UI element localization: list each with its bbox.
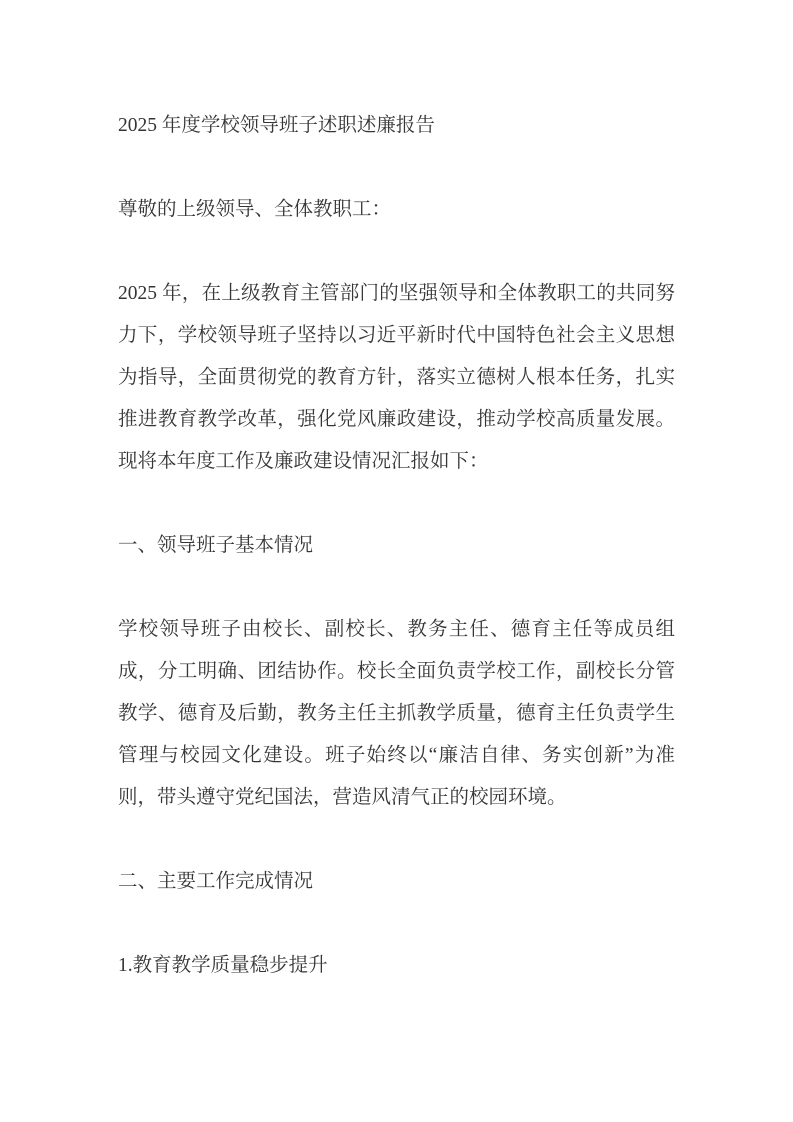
section-1-heading: 一、领导班子基本情况 [118,535,314,556]
section-2-heading: 二、主要工作完成情况 [118,871,314,892]
salutation-line: 尊敬的上级领导、全体教职工： [118,199,392,220]
section-1-paragraph: 学校领导班子由校长、副校长、教务主任、德育主任等成员组成，分工明确、团结协作。校长全面负责学校工作，副校长分管教学、德育及后勤，教务主任主抓教学质量，德育主任负责学生管理与校园文化建设。班子始终以“廉洁自律、务实创新”为准则，带头遵守党纪国法，营造风清气正的校园环境。 [118,619,675,808]
document-title: 2025 年度学校领导班子述职述廉报告 [118,115,435,136]
section-2-item-1-heading: 1.教育教学质量稳步提升 [118,955,328,976]
intro-paragraph: 2025 年，在上级教育主管部门的坚强领导和全体教职工的共同努力下，学校领导班子坚持以习近平新时代中国特色社会主义思想为指导，全面贯彻党的教育方针，落实立德树人根本任务，扎实推进教育教学改革，强化党风廉政建设，推动学校高质量发展。现将本年度工作及廉政建设情况汇报如下： [118,283,675,472]
